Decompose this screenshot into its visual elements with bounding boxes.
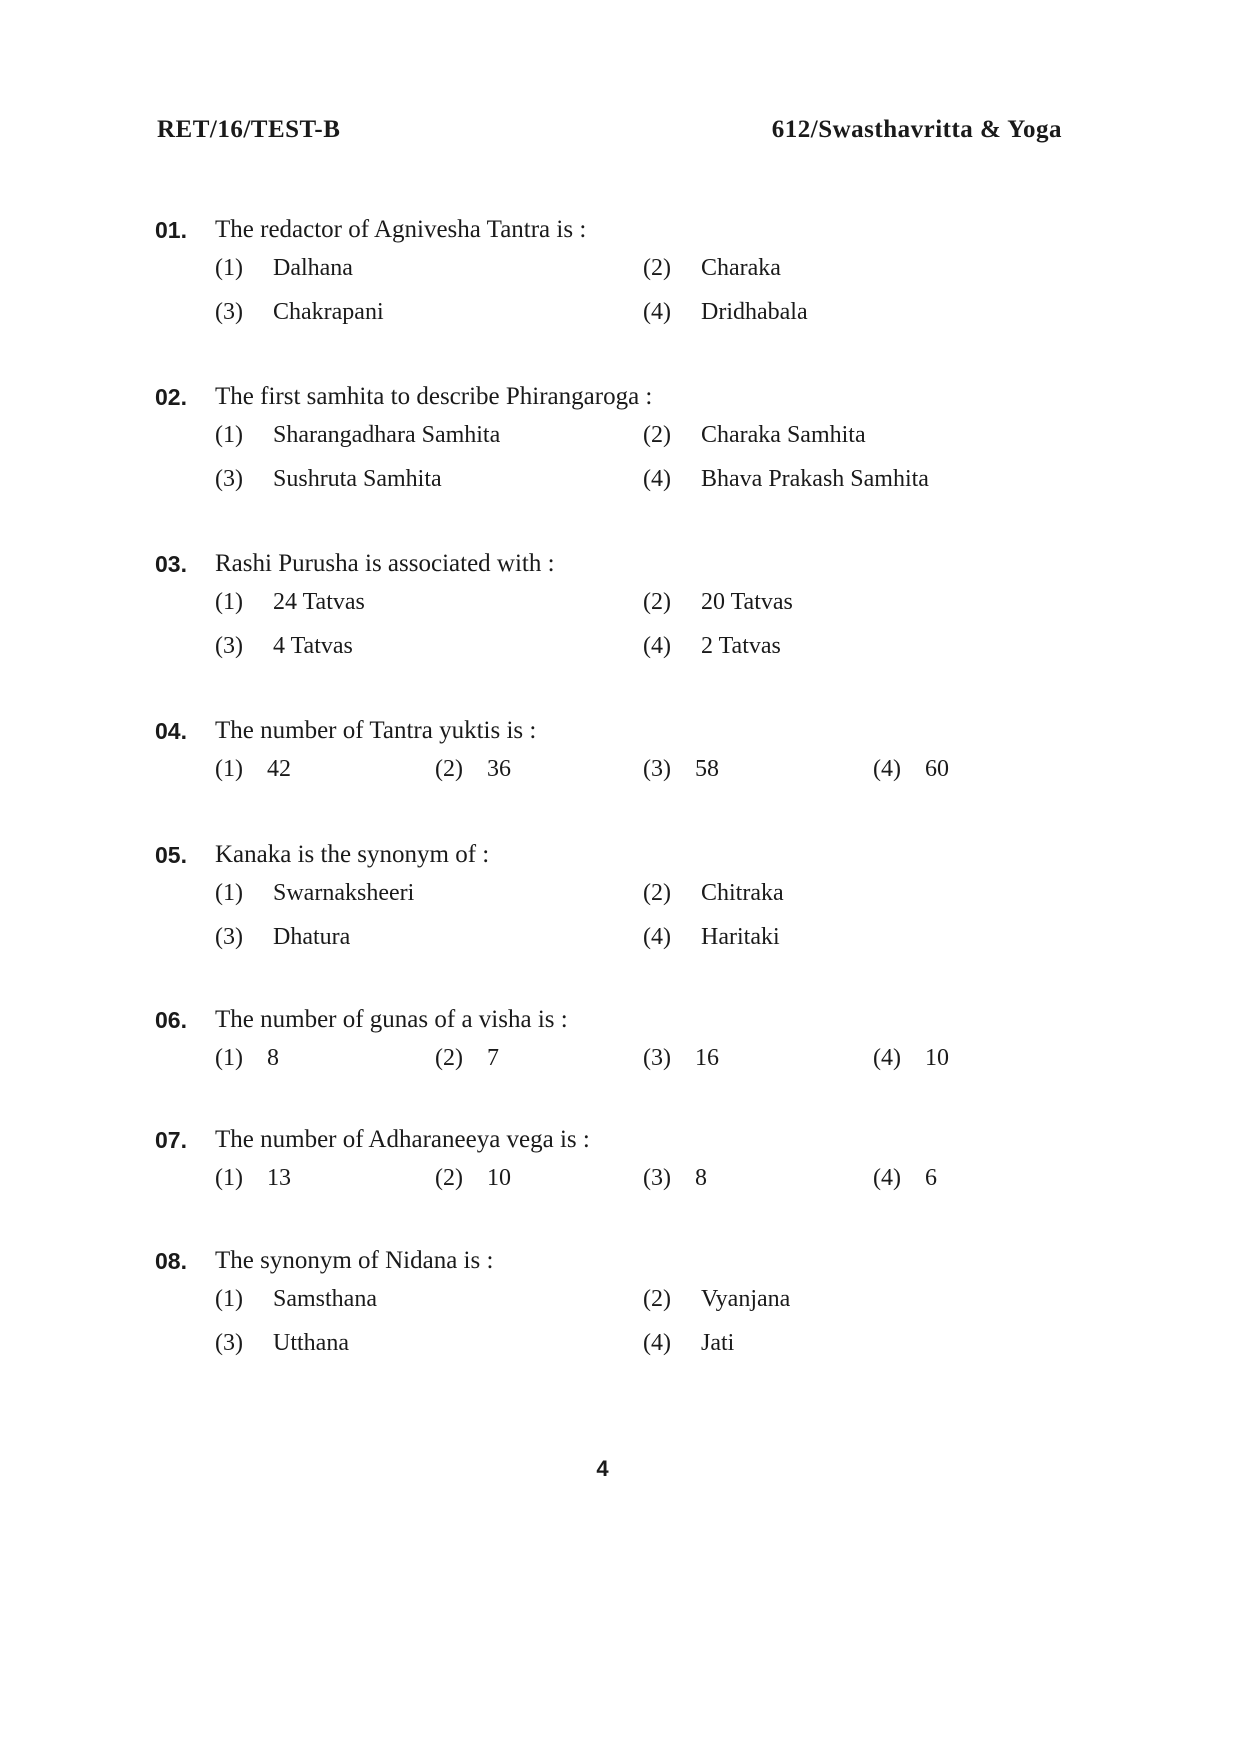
option-1: (1) 24 Tatvas: [215, 589, 365, 615]
question-number: 06.: [155, 1007, 187, 1033]
question-number: 05.: [155, 842, 187, 868]
option-1: (1) Samsthana: [215, 1286, 377, 1312]
question-text: The first samhita to describe Phirangaroga :: [215, 383, 653, 410]
option-4: (4) 10: [873, 1045, 949, 1071]
question-text: The synonym of Nidana is :: [215, 1247, 494, 1274]
option-1: (1) 42: [215, 756, 291, 782]
question-text: Kanaka is the synonym of :: [215, 841, 490, 868]
option-4: (4) Bhava Prakash Samhita: [643, 466, 929, 492]
option-2: (2) Vyanjana: [643, 1286, 791, 1312]
option-3: (3) Utthana: [215, 1330, 349, 1356]
option-3: (3) 16: [643, 1045, 719, 1071]
question-06: [155, 1003, 1085, 1081]
option-2: (2) 20 Tatvas: [643, 589, 793, 615]
question-text: The number of Tantra yuktis is :: [215, 717, 537, 744]
option-1: (1) 8: [215, 1045, 279, 1071]
option-4: (4) 2 Tatvas: [643, 633, 781, 659]
option-3: (3) 4 Tatvas: [215, 633, 353, 659]
option-2: (2) 7: [435, 1045, 499, 1071]
option-1: (1) 13: [215, 1165, 291, 1191]
option-4: (4) Haritaki: [643, 924, 780, 950]
question-number: 08.: [155, 1248, 187, 1274]
option-3: (3) Sushruta Samhita: [215, 466, 442, 492]
page-number: 4: [596, 1456, 609, 1481]
option-4: (4) Dridhabala: [643, 299, 808, 325]
question-number: 07.: [155, 1127, 187, 1153]
question-08: [155, 1244, 1085, 1366]
question-text: Rashi Purusha is associated with :: [215, 550, 555, 577]
question-text: The number of Adharaneeya vega is :: [215, 1126, 590, 1153]
option-2: (2) 10: [435, 1165, 511, 1191]
option-3: (3) Chakrapani: [215, 299, 384, 325]
question-number: 03.: [155, 551, 187, 577]
option-2: (2) Charaka Samhita: [643, 422, 866, 448]
question-number: 04.: [155, 718, 187, 744]
option-2: (2) 36: [435, 756, 511, 782]
question-07: [155, 1123, 1085, 1201]
paper-subject: 612/Swasthavritta & Yoga: [771, 116, 1062, 143]
option-1: (1) Dalhana: [215, 255, 353, 281]
question-number: 01.: [155, 217, 187, 243]
option-3: (3) 8: [643, 1165, 707, 1191]
option-1: (1) Sharangadhara Samhita: [215, 422, 501, 448]
option-1: (1) Swarnaksheeri: [215, 880, 415, 906]
option-4: (4) 60: [873, 756, 949, 782]
question-text: The number of gunas of a visha is :: [215, 1006, 568, 1033]
question-04: [155, 714, 1085, 792]
question-number: 02.: [155, 384, 187, 410]
option-4: (4) Jati: [643, 1330, 735, 1356]
option-4: (4) 6: [873, 1165, 937, 1191]
question-text: The redactor of Agnivesha Tantra is :: [215, 216, 587, 243]
option-2: (2) Charaka: [643, 255, 781, 281]
question-05: [155, 838, 1085, 960]
option-3: (3) 58: [643, 756, 719, 782]
question-01: [155, 213, 1085, 335]
question-02: [155, 380, 1085, 502]
paper-code: RET/16/TEST-B: [157, 116, 341, 143]
option-3: (3) Dhatura: [215, 924, 351, 950]
option-2: (2) Chitraka: [643, 880, 784, 906]
question-03: [155, 547, 1085, 669]
